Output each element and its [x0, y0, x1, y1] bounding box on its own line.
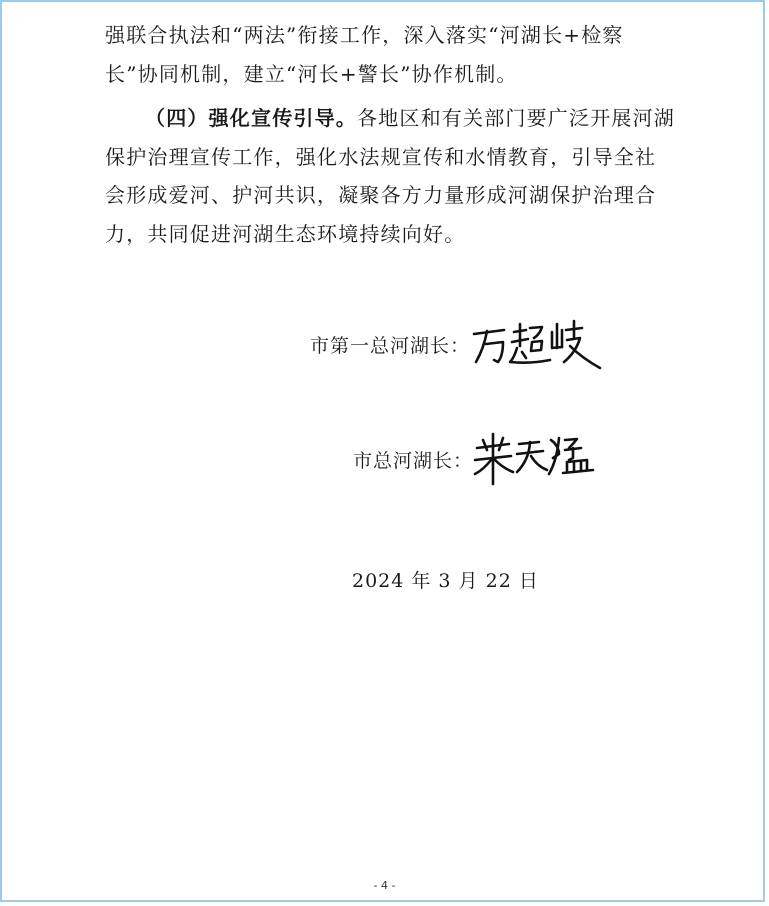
- signer-title: 市第一总河湖长：: [310, 334, 471, 357]
- page-number: - 4 -: [373, 879, 396, 892]
- signature-block-first-chief: [310, 318, 605, 370]
- signature-block-chief: [353, 430, 598, 488]
- handwritten-signature-image: [470, 318, 605, 370]
- signer-title: 市总河湖长：: [353, 449, 474, 472]
- document-date: 2024 年 3 月 22 日: [352, 570, 539, 592]
- paragraph-joint-enforcement: 强联合执法和“两法”衔接工作，深入落实“河湖长+检察长”协同机制，建立“河长+警长”协作机制。: [105, 23, 624, 86]
- paragraph-publicity: [105, 99, 675, 253]
- section-heading-publicity: （四）强化宣传引导。: [145, 106, 357, 130]
- handwritten-signature-image: [473, 430, 598, 488]
- paragraph-publicity-body: 各地区和有关部门要广泛开展河湖保护治理宣传工作，强化水法规宣传和水情教育，引导全社会形成爱河、护河共识，凝聚各方力量形成河湖保护治理合力，共同促进河湖生态环境持续向好。: [105, 106, 675, 246]
